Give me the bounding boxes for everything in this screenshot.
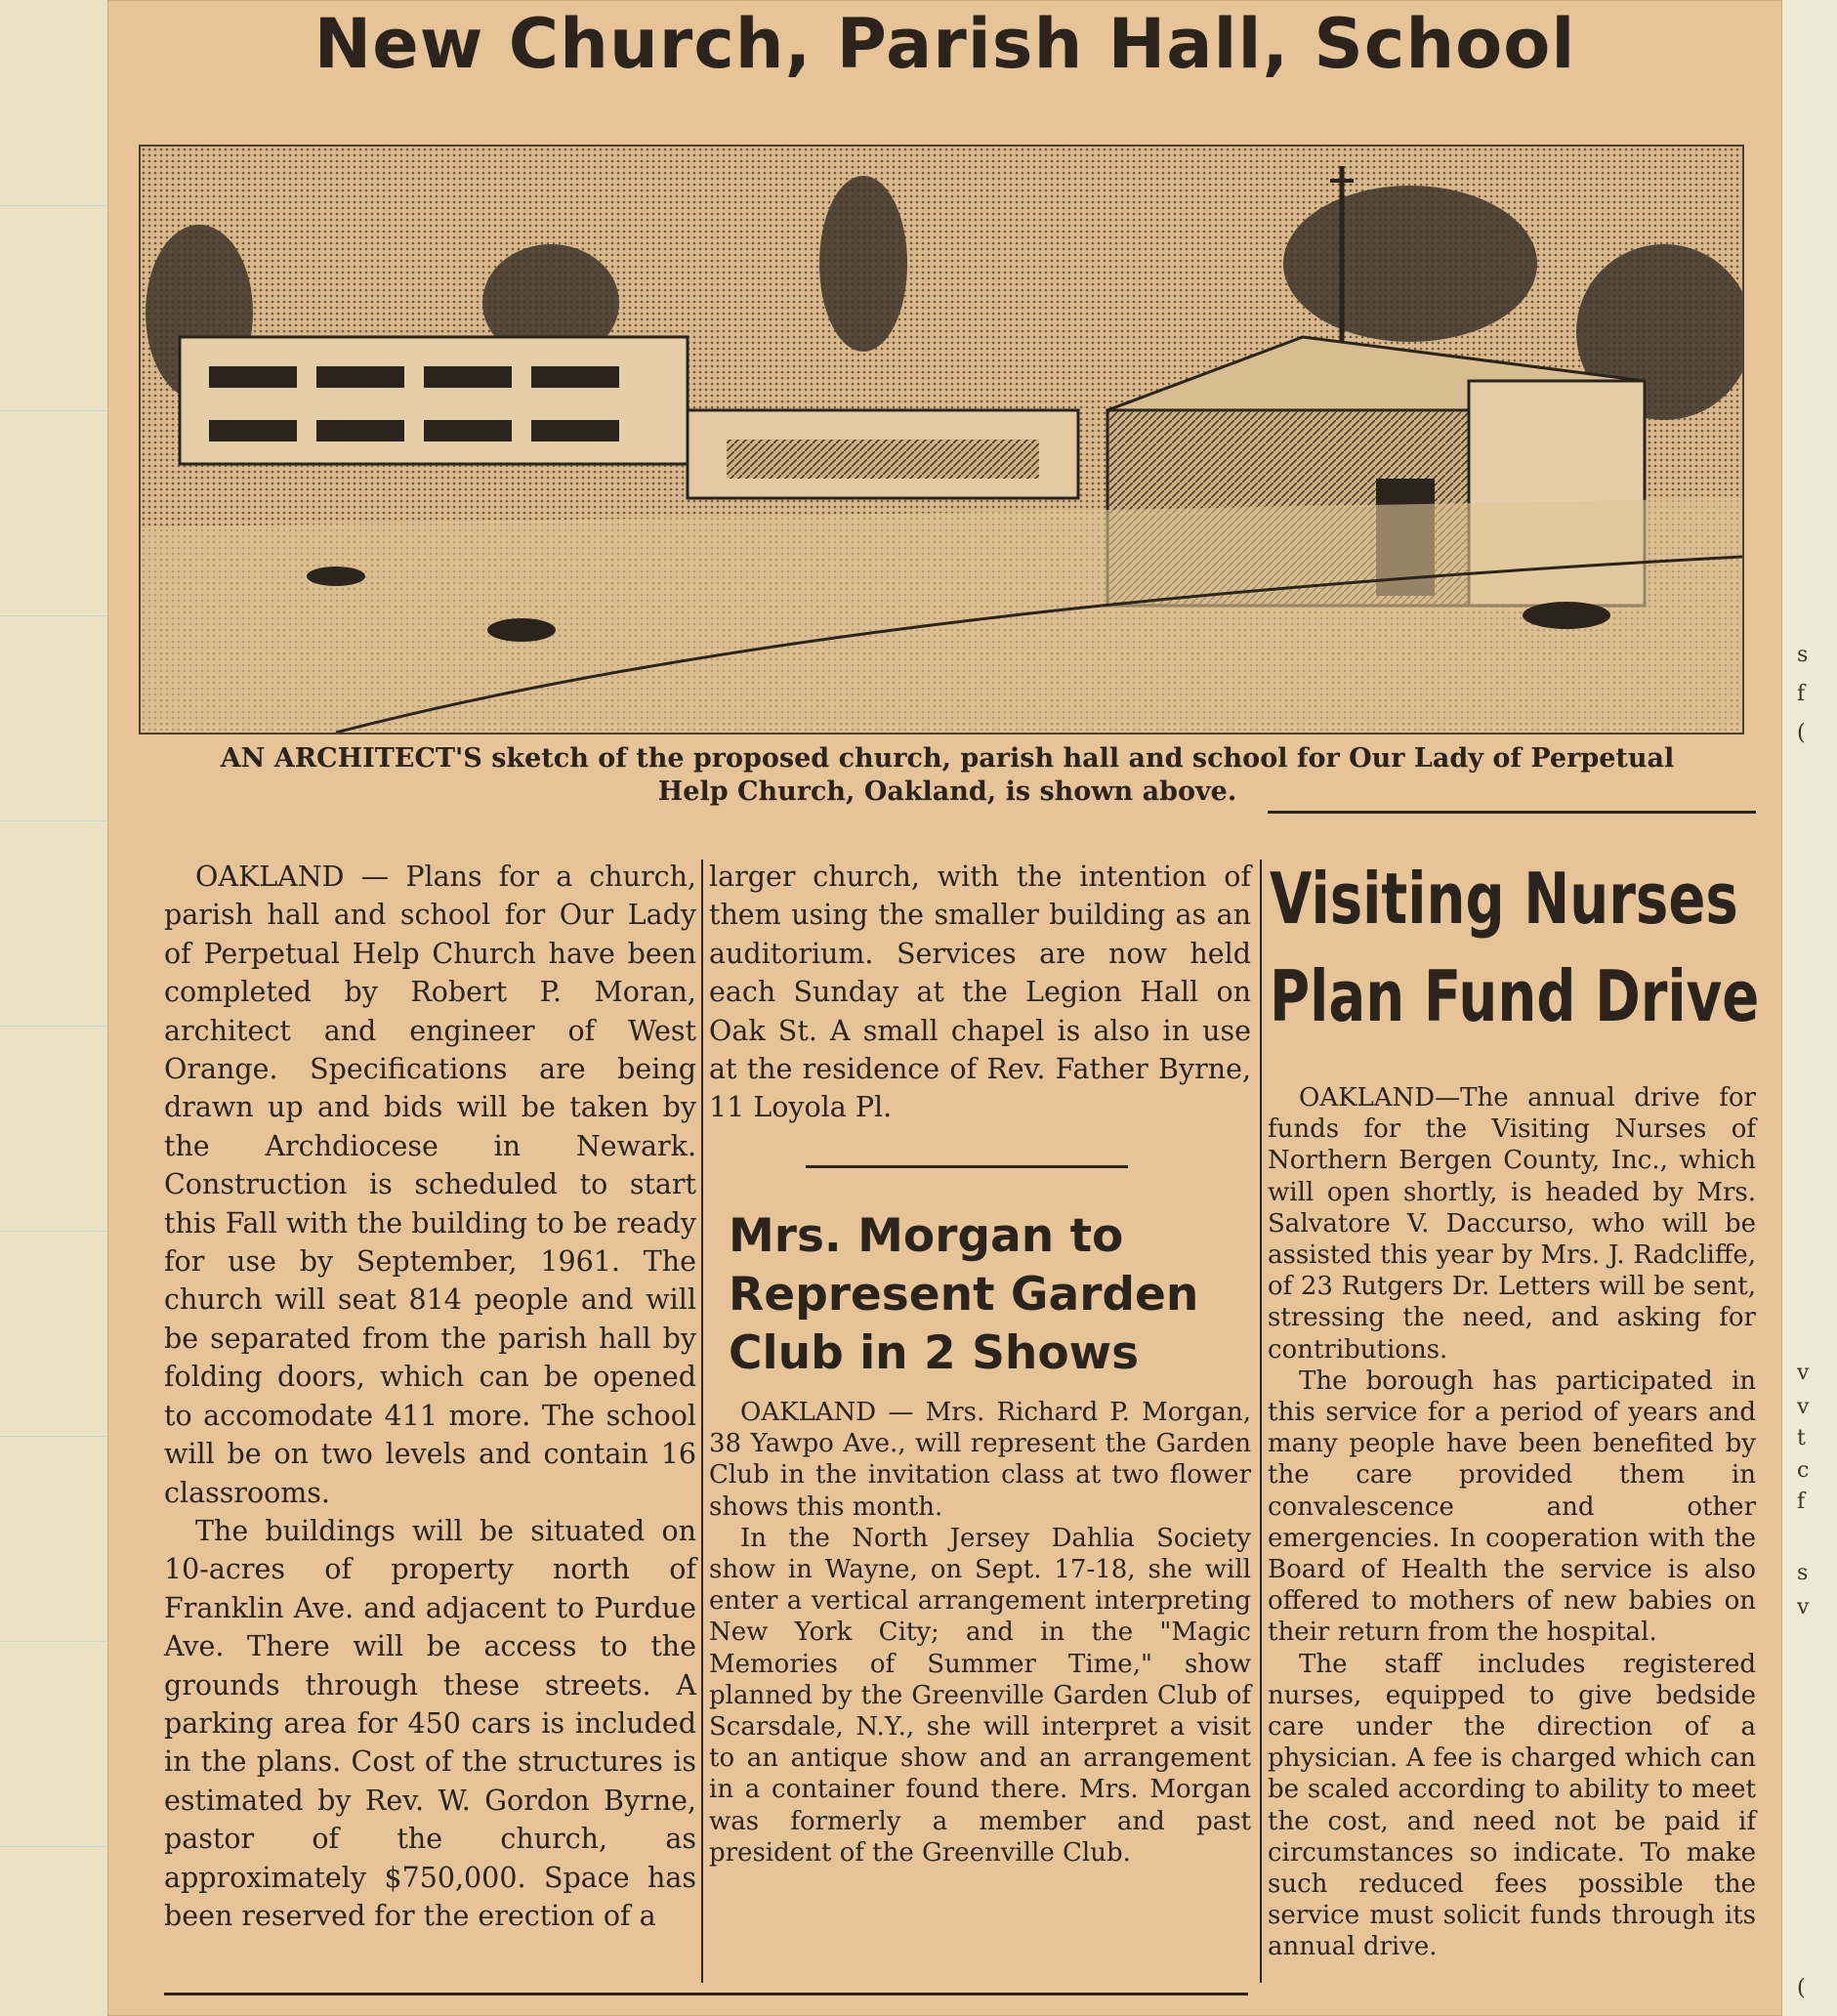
nurses-headline <box>1270 850 1760 1045</box>
newspaper-clipping <box>107 0 1782 2016</box>
headline-line: Mrs. Morgan to <box>729 1209 1124 1263</box>
article-paragraph: The staff includes registered nurses, equipped to give bedside care under the direction of a physician. A fee is charged which can be scaled according to ability to meet the cost, and need not be paid if circumstances so indicate. To make such reduced fees possible the service must solicit funds through its annual drive. <box>1268 1649 1756 1962</box>
column-rule <box>1268 811 1756 814</box>
nurses-article-body <box>1268 1082 1756 1963</box>
caption-line: Help Church, Oakland, is shown above. <box>657 777 1237 807</box>
main-article-column-2 <box>709 858 1251 1127</box>
photo-caption <box>146 742 1748 809</box>
column-divider <box>1260 860 1262 1983</box>
bottom-rule <box>164 1993 1248 1995</box>
article-paragraph: The buildings will be situated on 10-acres of property north of Franklin Ave. and adjacent to Purdue Ave. There will be access to the grounds through these streets. A parking area for 450 cars is included in the plans. Cost of the structures is estimated by Rev. W. Gordon Byrne, pastor of the church, as approximately $750,000. Space has been reserved for the erection of a <box>164 1514 696 1932</box>
margin-letter: v <box>1797 1395 1810 1419</box>
article-paragraph: larger church, with the intention of them using the smaller building as an auditorium. Services are now held each Sunday at the Legion Hall on Oak St. A small chapel is also in use at the residence of Rev. Father Byrne, 11 Loyola Pl. <box>709 861 1251 1124</box>
architect-sketch-image <box>139 145 1744 735</box>
margin-letter: c <box>1797 1458 1810 1483</box>
headline-line: Club in 2 Shows <box>729 1326 1140 1380</box>
section-rule <box>806 1165 1128 1168</box>
headline-line: Visiting Nurses <box>1270 858 1738 940</box>
margin-letter: s <box>1797 1561 1809 1585</box>
article-paragraph: The borough has participated in this service for a period of years and many people have been benefited by the care provided them in convalescence and other emergencies. In cooperation with the Board of Health the service is also offered to mothers of new babies on their return from the hospital. <box>1268 1365 1756 1648</box>
article-paragraph: In the North Jersey Dahlia Society show in Wayne, on Sept. 17-18, she will enter a vertical arrangement interpreting New York City; and in the "Magic Memories of Summer Time," show planned by the Greenville Garden Club of Scarsdale, N.Y., she will interpret a visit to an antique show and an arrangement in a container found there. Mrs. Morgan was formerly a member and past president of the Greenville Club. <box>709 1523 1251 1868</box>
article-paragraph: OAKLAND—The annual drive for funds for the Visiting Nurses of Northern Bergen County, Inc., which will open shortly, is headed by Mrs. Salvatore V. Daccurso, who will be assisted this year by Mrs. J. Radcliffe, of 23 Rutgers Dr. Letters will be sent, stressing the need, and asking for contributions. <box>1268 1083 1756 1365</box>
margin-letter: s <box>1797 643 1809 667</box>
margin-letter: v <box>1797 1361 1810 1385</box>
margin-letter: ( <box>1797 721 1806 745</box>
margin-letter: f <box>1797 682 1806 706</box>
morgan-article-body <box>709 1397 1251 1869</box>
headline-line: Plan Fund Drive <box>1270 955 1760 1037</box>
article-paragraph: OAKLAND — Plans for a church, parish hall and school for Our Lady of Perpetual Help Church have been completed by Robert P. Moran, architect and engineer of West Orange. Specifications are being drawn up and bids will be taken by the Archdiocese in Newark. Construction is scheduled to start this Fall with the building to be ready for use by September, 1961. The church will seat 814 people and will be separated from the parish hall by folding doors, which can be opened to accomodate 411 more. The school will be on two levels and contain 16 classrooms. <box>164 861 696 1509</box>
column-divider <box>701 860 703 1983</box>
morgan-headline <box>729 1207 1236 1383</box>
caption-line: AN ARCHITECT'S sketch of the proposed church, parish hall and school for Our Lady of Perpetual <box>220 743 1675 774</box>
adjacent-clipping-edge <box>1782 0 1837 2016</box>
margin-letter: v <box>1797 1595 1810 1619</box>
article-paragraph: OAKLAND — Mrs. Richard P. Morgan, 38 Yawpo Ave., will represent the Garden Club in the invitation class at two flower shows this month. <box>709 1398 1251 1522</box>
margin-letter: f <box>1797 1490 1806 1514</box>
headline-line: Represent Garden <box>729 1268 1199 1322</box>
main-headline: New Church, Parish Hall, School <box>313 4 1576 84</box>
margin-letter: t <box>1797 1426 1806 1450</box>
main-article-column-1 <box>164 858 696 1935</box>
margin-letter: ( <box>1797 1976 1806 2000</box>
